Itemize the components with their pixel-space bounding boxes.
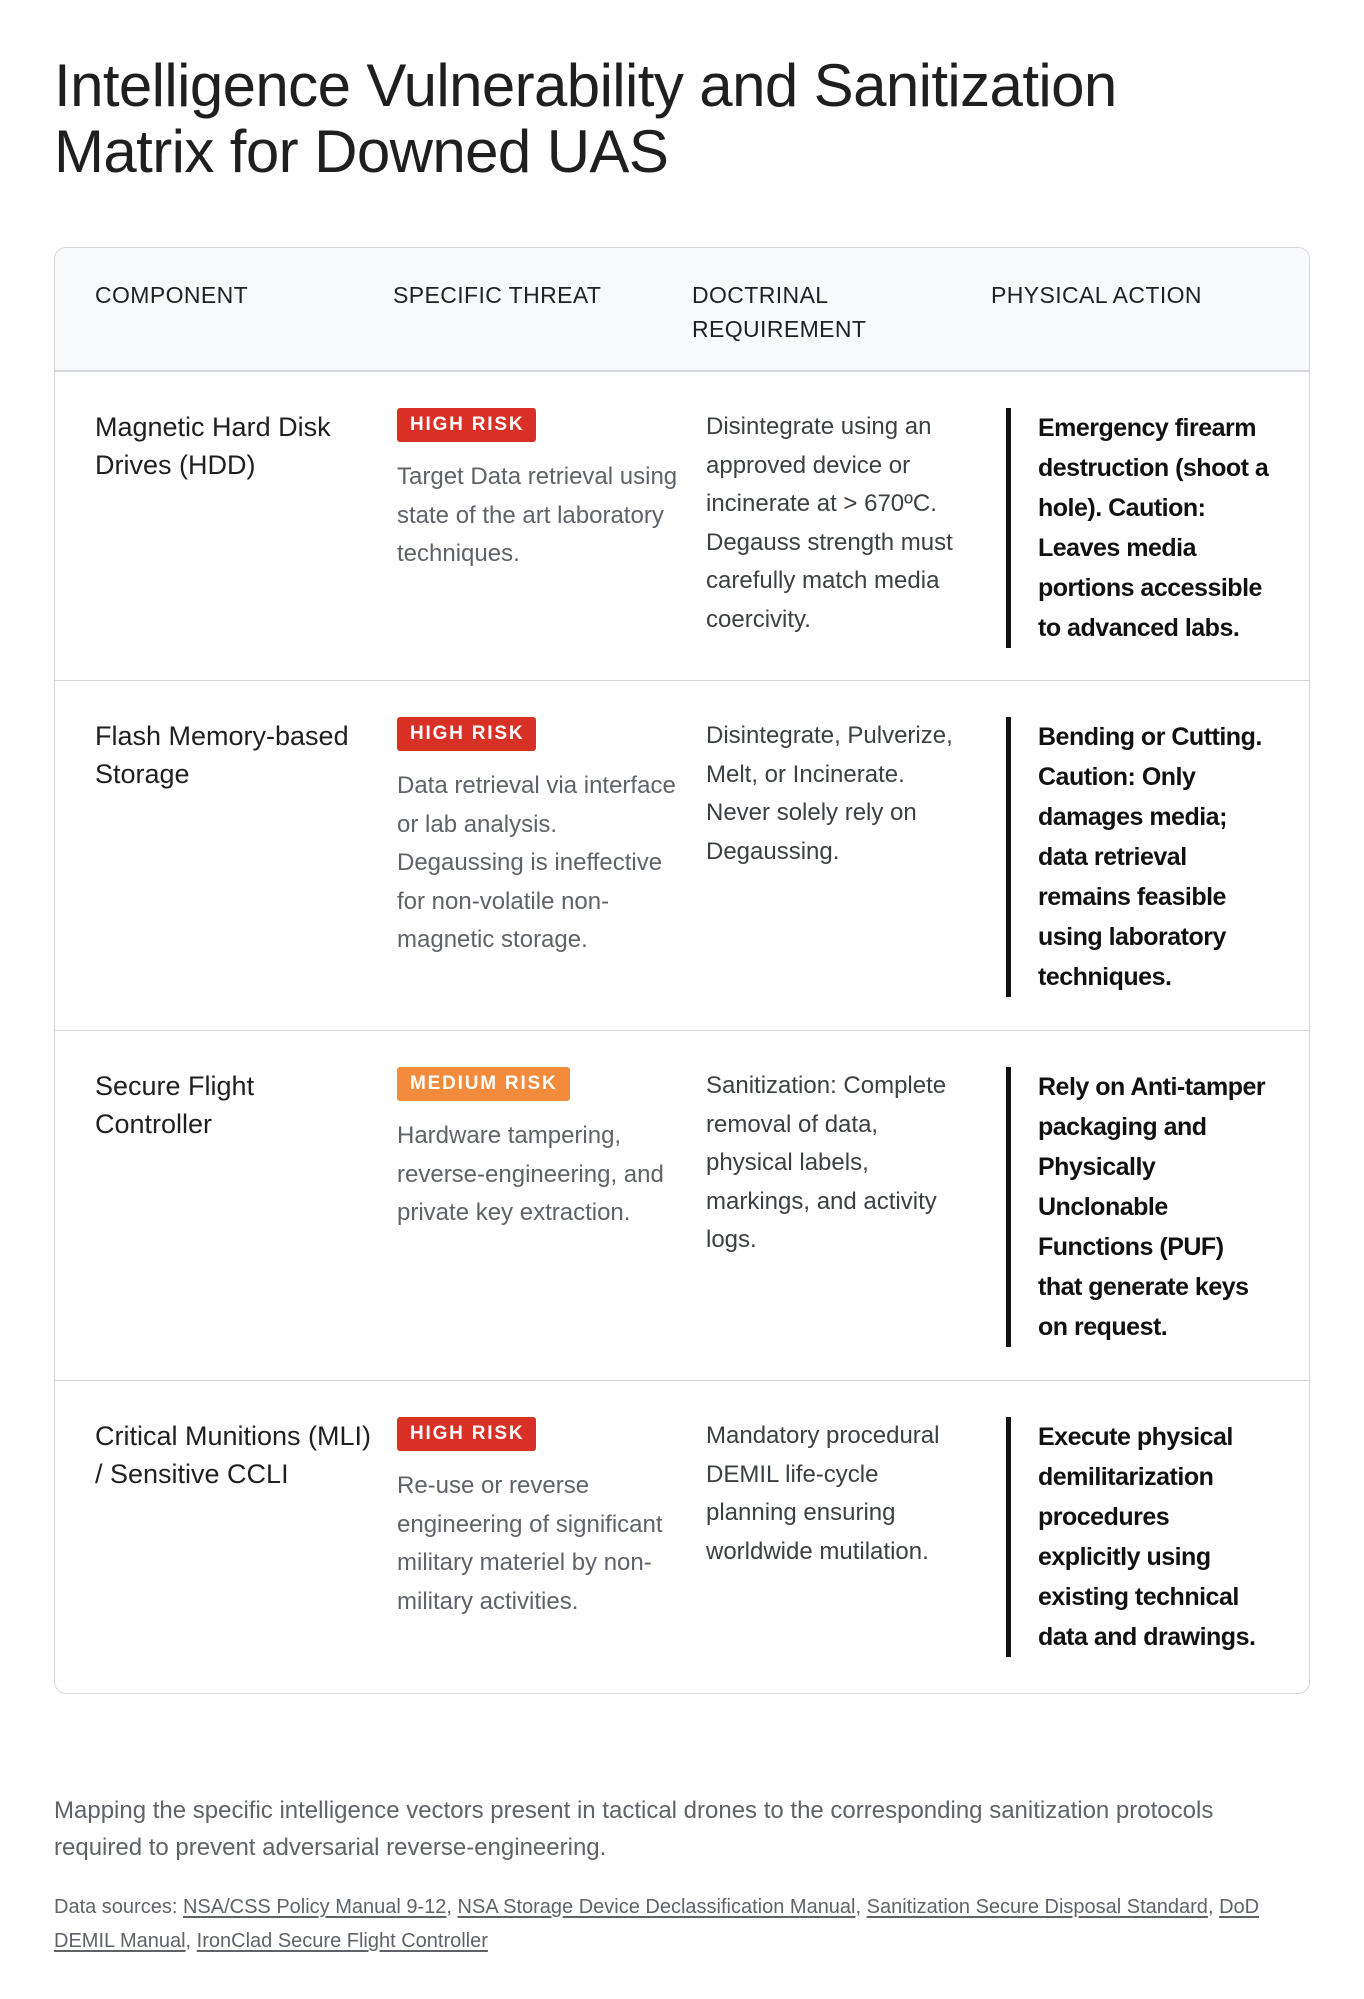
source-link-ironclad-flight-controller[interactable]: IronClad Secure Flight Controller — [196, 1930, 488, 1952]
figure-caption: Mapping the specific intelligence vectors present in tactical drones to the corresponding sanitization protocols required to prevent adversarial reverse-engineering. — [54, 1797, 1214, 1861]
source-separator: , — [446, 1896, 458, 1918]
doctrinal-requirement: Sanitization: Complete removal of data, physical labels, markings, and activity logs. — [706, 1072, 947, 1253]
source-link-nsa-css-policy-manual[interactable]: NSA/CSS Policy Manual 9-12 — [182, 1896, 447, 1918]
doctrinal-requirement: Mandatory procedural DEMIL life-cycle planning ensuring worldwide mutilation. — [706, 1422, 940, 1565]
risk-badge: HIGH RISK — [397, 717, 536, 751]
threat-description: Target Data retrieval using state of the art laboratory techniques. — [397, 463, 678, 567]
threat-description: Re-use or reverse engineering of significant military materiel by non-military activities. — [397, 1472, 663, 1615]
risk-badge: HIGH RISK — [397, 1417, 536, 1451]
source-link-sanitization-disposal-standard[interactable]: Sanitization Secure Disposal Standard — [866, 1896, 1208, 1918]
risk-badge: MEDIUM RISK — [397, 1067, 570, 1101]
threat-cell — [397, 717, 699, 1030]
header-doctrinal-requirement: DOCTRINAL REQUIREMENT — [692, 282, 867, 342]
threat-cell — [397, 1067, 699, 1380]
physical-action: Execute physical demilitarization procedures explicitly using existing technical data and drawings. — [1006, 1417, 1269, 1657]
component-name: Critical Munitions (MLI) / Sensitive CCLI — [95, 1421, 372, 1489]
physical-action: Rely on Anti-tamper packaging and Physically Unclonable Functions (PUF) that generate keys on request. — [1006, 1067, 1269, 1347]
doctrinal-requirement: Disintegrate using an approved device or incinerate at > 670ºC. Degauss strength must carefully match media coercivity. — [706, 413, 953, 633]
source-separator: , — [1207, 1896, 1220, 1918]
threat-cell — [397, 1417, 699, 1693]
risk-badge: HIGH RISK — [397, 408, 536, 442]
header-component: COMPONENT — [95, 282, 249, 308]
physical-action: Emergency firearm destruction (shoot a hole). Caution: Leaves media portions accessible to advanced labs. — [1006, 408, 1269, 648]
component-name: Secure Flight Controller — [95, 1071, 255, 1139]
sanitization-matrix — [54, 247, 1310, 1694]
header-specific-threat: SPECIFIC THREAT — [393, 282, 602, 308]
sources-label: Data sources: — [54, 1896, 183, 1918]
source-separator: , — [185, 1930, 197, 1952]
source-separator: , — [855, 1896, 867, 1918]
matrix-row — [55, 681, 1309, 1031]
header-physical-action: PHYSICAL ACTION — [991, 282, 1202, 308]
threat-cell — [397, 408, 699, 680]
source-link-nsa-storage-declassification-manual[interactable]: NSA Storage Device Declassification Manual — [457, 1896, 856, 1918]
component-name: Flash Memory-based Storage — [95, 721, 349, 789]
matrix-row — [55, 372, 1309, 681]
matrix-header-row — [55, 248, 1309, 372]
component-name: Magnetic Hard Disk Drives (HDD) — [95, 412, 331, 480]
matrix-row — [55, 1031, 1309, 1381]
matrix-row — [55, 1381, 1309, 1693]
page-title: Intelligence Vulnerability and Sanitization Matrix for Downed UAS — [54, 52, 1117, 185]
threat-description: Data retrieval via interface or lab analysis. Degaussing is ineffective for non-volatile non-magnetic storage. — [397, 772, 676, 953]
source-link-dod-demil-manual[interactable]: DoD DEMIL Manual — [54, 1896, 1260, 1952]
threat-description: Hardware tampering, reverse-engineering, and private key extraction. — [397, 1122, 664, 1226]
data-sources — [54, 1890, 1310, 1958]
physical-action: Bending or Cutting. Caution: Only damages media; data retrieval remains feasible using laboratory techniques. — [1006, 717, 1269, 997]
doctrinal-requirement: Disintegrate, Pulverize, Melt, or Incinerate. Never solely rely on Degaussing. — [706, 722, 953, 865]
